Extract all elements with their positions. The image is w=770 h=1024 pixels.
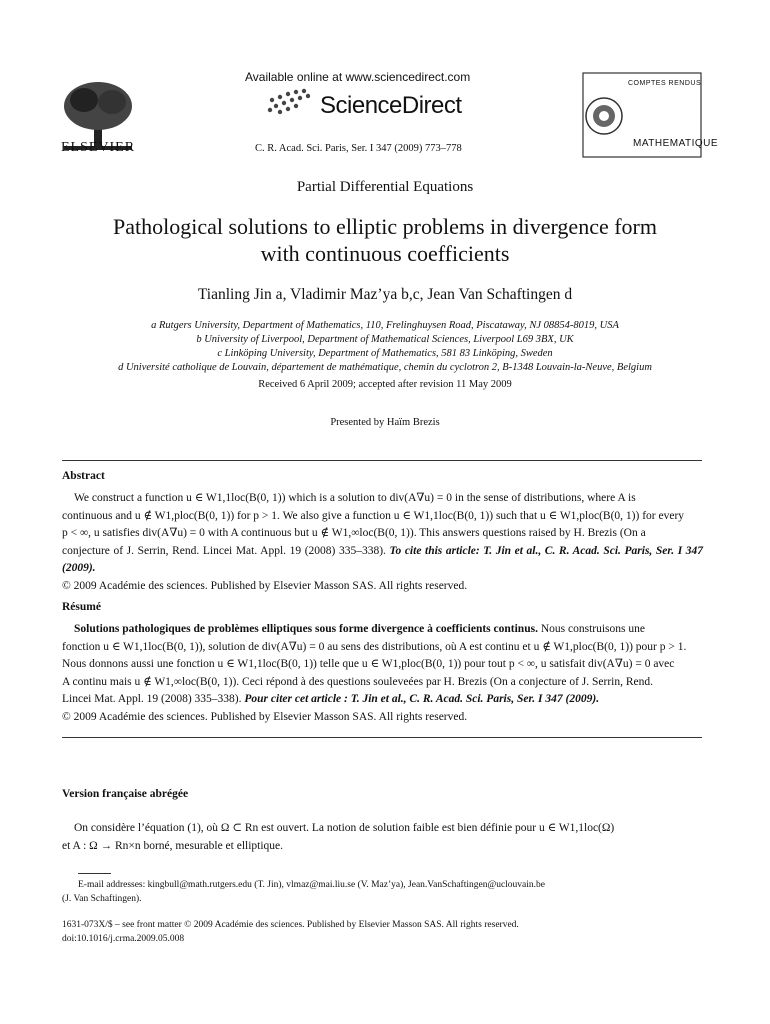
sciencedirect-logo-text: ScienceDirect (320, 92, 462, 119)
abstract-line-1: We construct a function u ∈ W1,1loc(B(0, 1)) which is a solution to div(A∇u) = 0 in the sense of distributions, where A is (74, 492, 636, 504)
footnote-rule (78, 873, 111, 874)
resume-line-5: Lincei Mat. Appl. 19 (2008) 335–338). (62, 693, 242, 706)
rule-bottom (62, 737, 702, 738)
abstract-heading: Abstract (62, 470, 105, 482)
sciencedirect-dots-icon (262, 88, 318, 122)
version-line-2: et A : Ω → Rn×n borné, mesurable et elliptique. (62, 839, 284, 852)
title-line-2: with continuous coefficients (260, 241, 510, 266)
front-matter-line-1: 1631-073X/$ – see front matter © 2009 Académie des sciences. Published by Elsevier Masson SAS. All rights reserved. (62, 920, 519, 930)
available-online-text: Available online at www.sciencedirect.com (245, 70, 471, 84)
abstract-line-2: continuous and u ∉ W1,ploc(B(0, 1)) for p > 1. We also give a function u ∈ W1,1loc(B(0, 1)) such that u ∈ W1,ploc(B(0, 1)) for every (62, 509, 685, 522)
resume-text-1: Nous construisons une (540, 623, 645, 635)
affiliation-c: c Linköping University, Department of Mathematics, 581 83 Linköping, Sweden (217, 348, 553, 359)
footnote-line-1: E-mail addresses: kingbull@math.rutgers.edu (T. Jin), vlmaz@mai.liu.se (V. Maz’ya), Jean.VanSchaftingen@uclouvain.be (78, 880, 545, 890)
authors: Tianling Jin a, Vladimir Maz’ya b,c, Jean Van Schaftingen d (197, 286, 573, 303)
abstract-line-3: p < ∞, u satisfies div(A∇u) = 0 with A continuous but u ∉ W1,∞loc(B(0, 1)). This answers questions raised by H. Brezis (On a (62, 527, 646, 540)
mathematique-title: MATHEMATIQUE (633, 138, 719, 149)
paper-title (60, 213, 710, 267)
doi: doi:10.1016/j.crma.2009.05.008 (62, 934, 185, 944)
resume-copyright: © 2009 Académie des sciences. Published by Elsevier Masson SAS. All rights reserved. (62, 710, 468, 723)
section-heading: Partial Differential Equations (296, 179, 474, 195)
resume-line-2: fonction u ∈ W1,1loc(B(0, 1)), solution de div(A∇u) = 0 au sens des distributions, où A est continu et u ∉ W1,ploc(B(0, 1)) pour p > 1. (62, 640, 687, 653)
footnote-line-2: (J. Van Schaftingen). (62, 894, 142, 904)
email-footnote (62, 878, 703, 906)
title-line-1: Pathological solutions to elliptic problems in divergence form (113, 214, 657, 239)
resume-line-3: Nous donnons aussi une fonction u ∈ W1,1loc(B(0, 1)) telle que u ∈ W1,ploc(B(0, 1)) pour tout p < ∞, u satisfait div(A∇u) = 0 avec (62, 658, 675, 671)
comptes-rendus-title: COMPTES RENDUS (628, 80, 702, 87)
version-heading: Version française abrégée (62, 788, 189, 800)
affiliation-d: d Université catholique de Louvain, département de mathématique, chemin du cyclotron 2, B-1348 Louvain-la-Neuve, Belgium (118, 362, 652, 373)
resume-cite: Pour citer cet article : T. Jin et al., C. R. Acad. Sci. Paris, Ser. I 347 (2009). (244, 693, 600, 706)
received-dates: Received 6 April 2009; accepted after revision 11 May 2009 (258, 379, 512, 390)
version-line-1: On considère l’équation (1), où Ω ⊂ Rn est ouvert. La notion de solution faible est bien définie pour u ∈ W1,1loc(Ω) (74, 822, 615, 834)
affiliation-a: a Rutgers University, Department of Mathematics, 110, Frelinghuysen Road, Piscataway, NJ 08854-8019, USA (151, 320, 619, 331)
version-body (62, 820, 703, 855)
abstract-cite: To cite this article: T. Jin et al., C. R. Acad. Sci. Paris, Ser. I 347 (2009). (62, 544, 704, 575)
abstract-body (62, 490, 703, 596)
resume-body (62, 621, 703, 727)
presented-by: Presented by Haïm Brezis (330, 417, 440, 428)
resume-line-4: A continu mais u ∉ W1,∞loc(B(0, 1)). Ceci répond à des questions souleveées par H. Brezis (On a conjecture of J. Serrin, Rend. (62, 675, 654, 688)
publisher-name: ELSEVIER (60, 140, 136, 155)
rule-top (62, 460, 702, 461)
front-matter (62, 918, 519, 946)
journal-reference: C. R. Acad. Sci. Paris, Ser. I 347 (2009) 773–778 (255, 143, 462, 154)
resume-heading: Résumé (62, 601, 101, 613)
abstract-line-4: conjecture of J. Serrin, Rend. Lincei Mat. Appl. 19 (2008) 335–338). (62, 544, 386, 557)
abstract-copyright: © 2009 Académie des sciences. Published by Elsevier Masson SAS. All rights reserved. (62, 579, 468, 592)
affiliation-b: b University of Liverpool, Department of Mathematical Sciences, Liverpool L69 3BX, UK (196, 334, 574, 345)
resume-bold-title: Solutions pathologiques de problèmes elliptiques sous forme divergence à coefficients continus. (74, 623, 538, 635)
